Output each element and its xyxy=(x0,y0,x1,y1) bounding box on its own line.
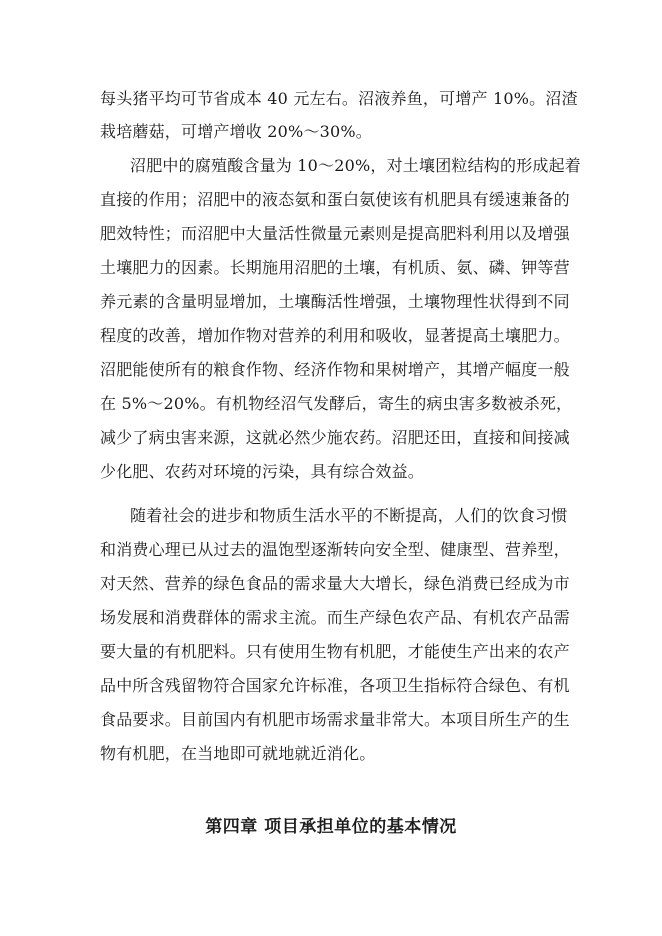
paragraph-2-line-6: 程度的改善，增加作物对营养的利用和吸收，显著提高土壤肥力。 xyxy=(100,326,570,345)
paragraph-3-line-2: 和消费心理已从过去的温饱型逐渐转向安全型、健康型、营养型， xyxy=(100,540,570,559)
paragraph-3-line-5: 要大量的有机肥料。只有使用生物有机肥，才能使生产出来的农产 xyxy=(100,642,570,661)
paragraph-2-line-1: 沼肥中的腐殖酸含量为 10～20%，对土壤团粒结构的形成起着 xyxy=(130,156,582,175)
paragraph-2-line-4: 土壤肥力的因素。长期施用沼肥的土壤，有机质、氨、磷、钾等营 xyxy=(100,258,570,277)
paragraph-2-line-9: 减少了病虫害来源，这就必然少施农药。沼肥还田，直接和间接减 xyxy=(100,428,570,447)
paragraph-2-line-5: 养元素的含量明显增加，土壤酶活性增强，土壤物理性状得到不同 xyxy=(100,292,570,311)
paragraph-2-line-7: 沼肥能使所有的粮食作物、经济作物和果树增产，其增产幅度一般 xyxy=(100,360,570,379)
paragraph-3-line-7: 食品要求。目前国内有机肥市场需求量非常大。本项目所生产的生 xyxy=(100,710,570,729)
paragraph-2-line-8: 在 5%～20%。有机物经沼气发酵后，寄生的病虫害多数被杀死， xyxy=(100,394,573,413)
paragraph-3-line-6: 品中所含残留物符合国家允许标准，各项卫生指标符合绿色、有机 xyxy=(100,676,570,695)
paragraph-2-line-10: 少化肥、农药对环境的污染，具有综合效益。 xyxy=(100,462,425,481)
paragraph-1-line-1: 每头猪平均可节省成本 40 元左右。沼液养鱼，可增产 10%。沼渣 xyxy=(100,89,578,108)
chapter-heading: 第四章 项目承担单位的基本情况 xyxy=(205,817,457,837)
paragraph-2-line-3: 肥效特性；而沼肥中大量活性微量元素则是提高肥料利用以及增强 xyxy=(100,224,570,243)
paragraph-2-line-2: 直接的作用；沼肥中的液态氨和蛋白氨使该有机肥具有缓速兼备的 xyxy=(100,190,570,209)
paragraph-3-line-8: 物有机肥，在当地即可就地就近消化。 xyxy=(100,744,376,763)
paragraph-1-line-2: 栽培蘑菇，可增产增收 20%～30%。 xyxy=(100,122,373,141)
paragraph-3-line-4: 场发展和消费群体的需求主流。而生产绿色农产品、有机农产品需 xyxy=(100,608,570,627)
paragraph-3-line-1: 随着社会的进步和物质生活水平的不断提高，人们的饮食习惯 xyxy=(130,506,568,525)
paragraph-3-line-3: 对天然、营养的绿色食品的需求量大大增长，绿色消费已经成为市 xyxy=(100,574,570,593)
